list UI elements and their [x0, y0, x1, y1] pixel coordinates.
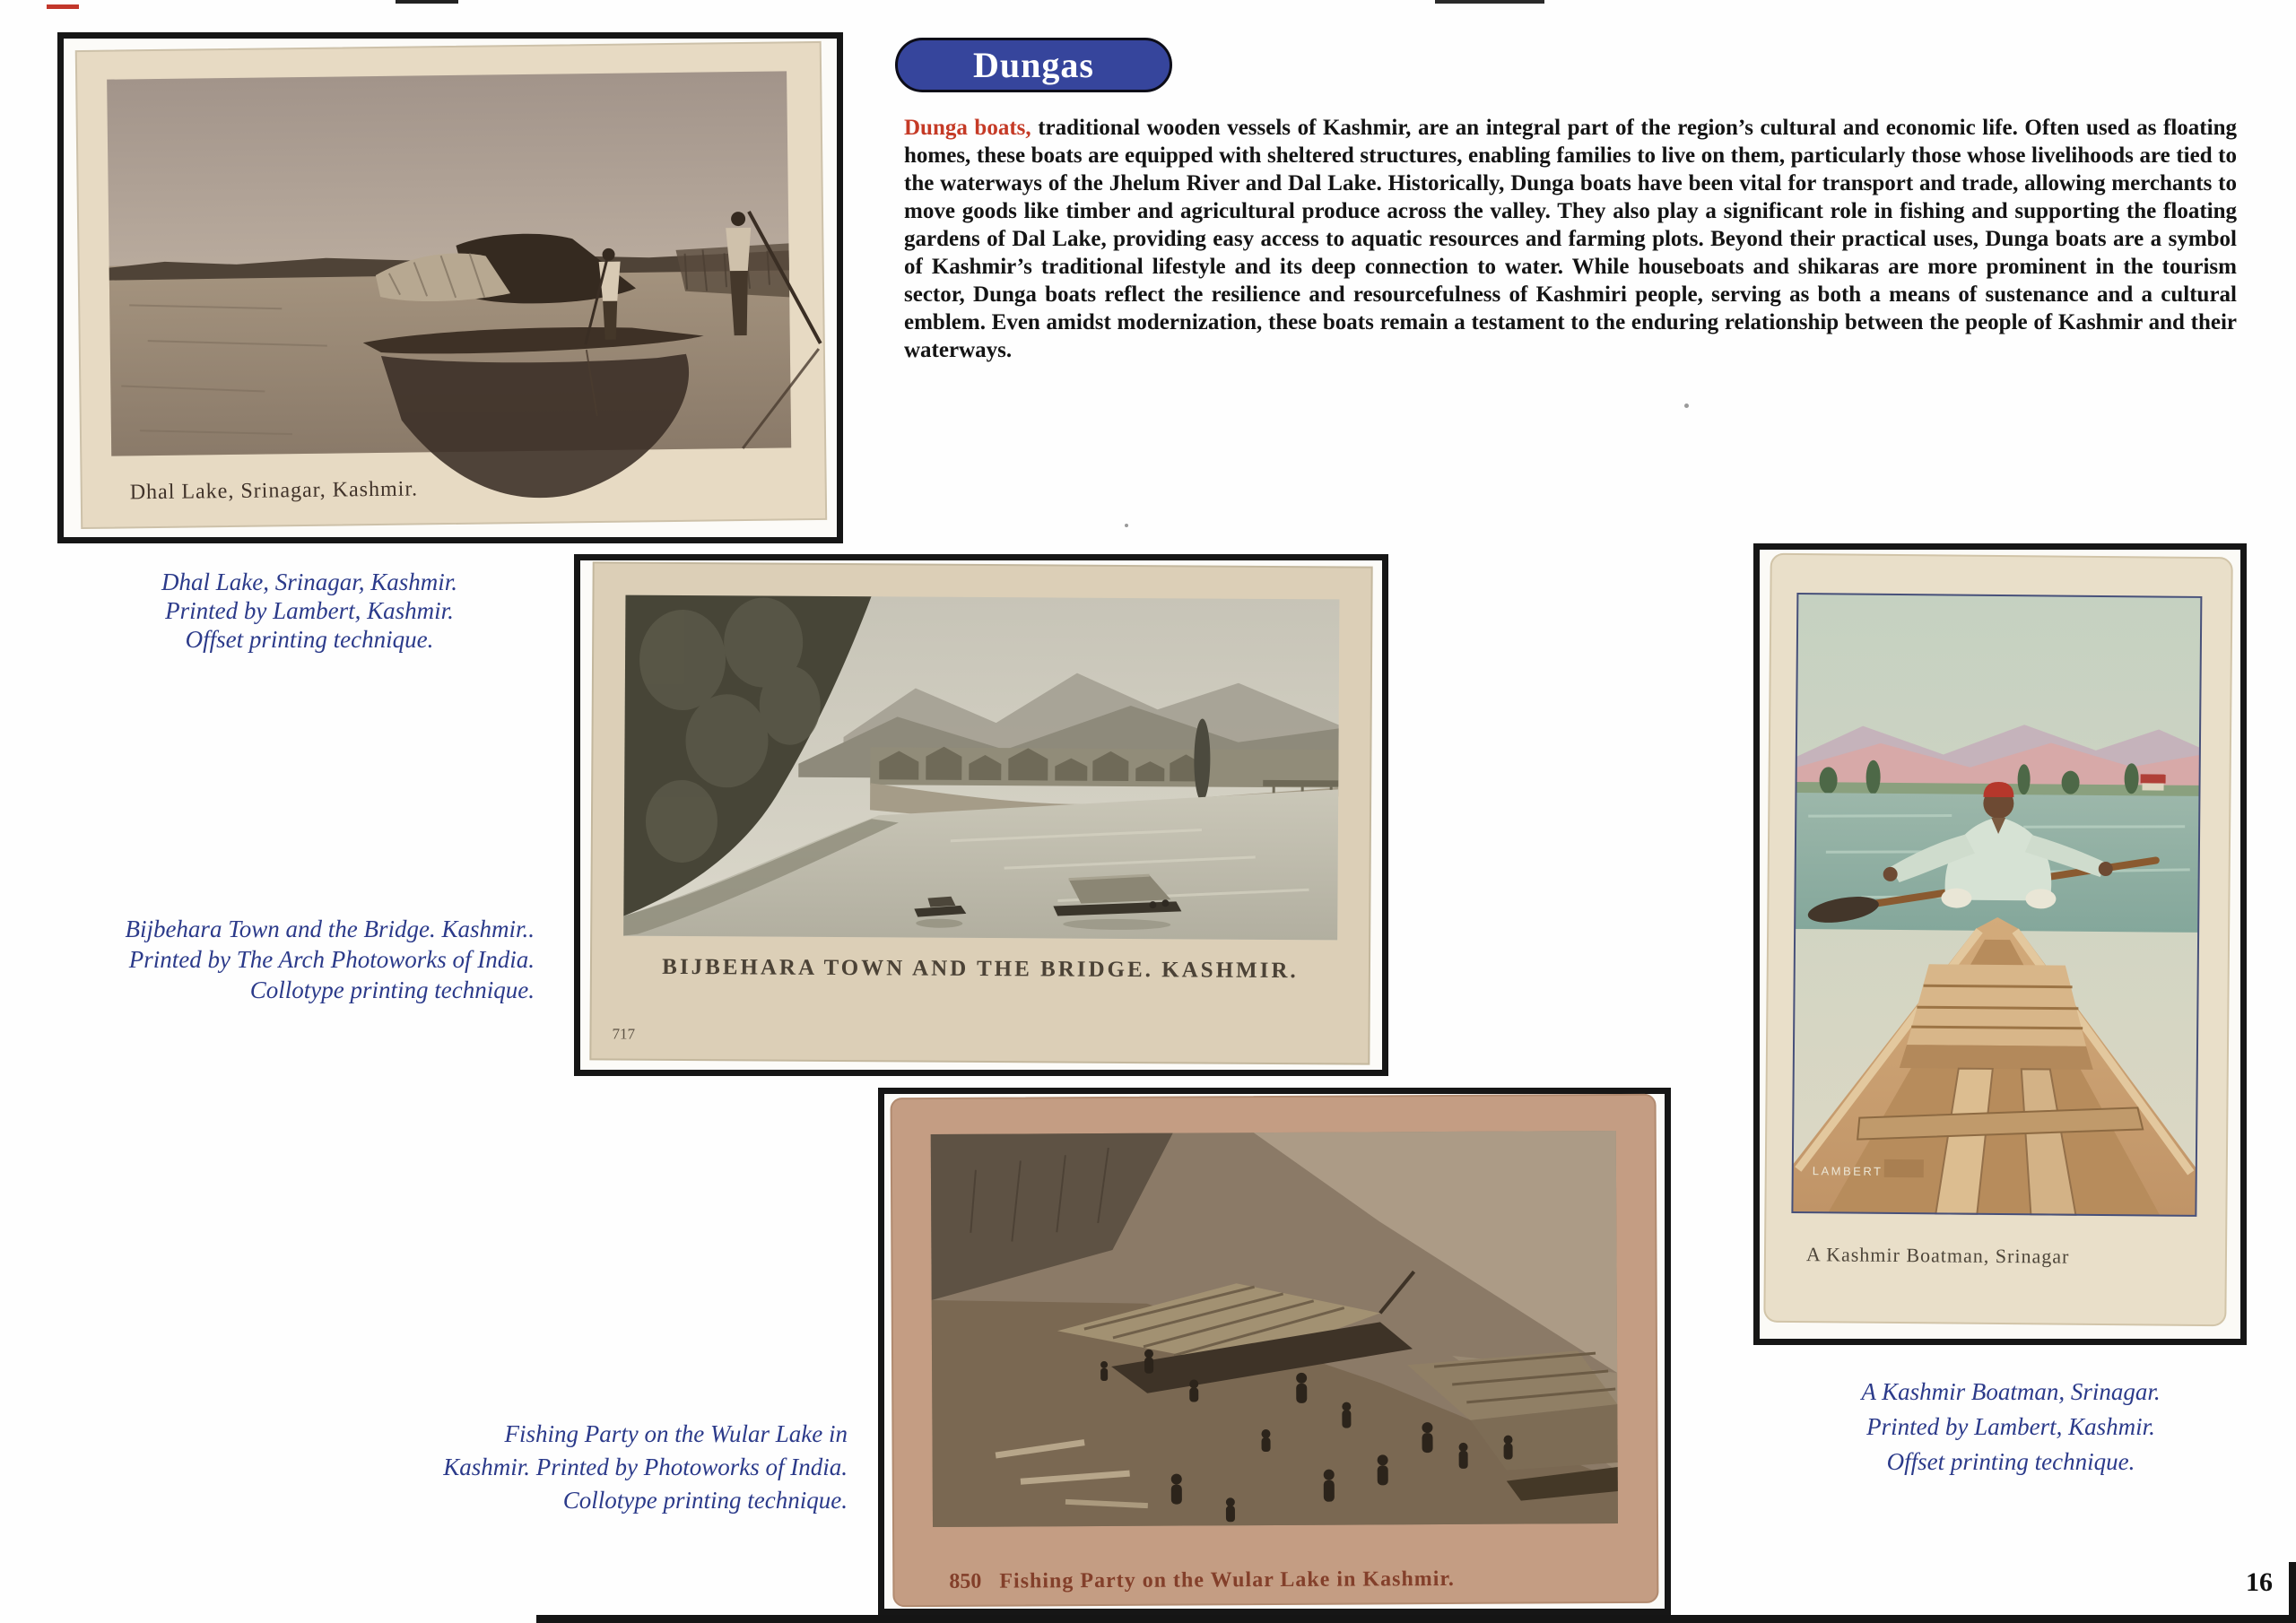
caption-line: Printed by Lambert, Kashmir.: [165, 597, 454, 624]
caption-line: Printed by The Arch Photoworks of India.: [128, 946, 535, 973]
postcard-photo-caption: BIJBEHARA TOWN AND THE BRIDGE. KASHMIR.: [662, 954, 1299, 984]
caption-line: Collotype printing technique.: [249, 976, 535, 1003]
dust-speck: [1125, 524, 1128, 527]
postcard-serial-number: 717: [612, 1025, 636, 1043]
postcard-dhal-lake-illustration: [57, 32, 843, 543]
page-number: 16: [2246, 1567, 2273, 1597]
dust-speck: [1684, 404, 1689, 408]
postcard-wular-illustration: [878, 1088, 1671, 1615]
caption-line: Offset printing technique.: [185, 626, 434, 653]
publisher-watermark: LAMBERT: [1812, 1164, 1883, 1178]
caption-dhal-lake: [63, 568, 556, 654]
intro-paragraph: [904, 114, 2237, 364]
caption-wular-fishing-party: [412, 1418, 848, 1517]
postcard-frame-bijbehara: [574, 554, 1388, 1076]
caption-kashmir-boatman: [1787, 1375, 2235, 1480]
postcard-frame-dhal-lake: [57, 32, 843, 543]
intro-body-text: traditional wooden vessels of Kashmir, are an integral part of the region’s cultural and economic life. Often used as floating homes, these boats are equipped with sheltered structures, enabling families to live on them, particularly those whose livelihoods are tied to the waterways of the Jhelum River and Dal Lake. Historically, Dunga boats have been vital for transport and trade, allowing merchants to move goods like timber and agricultural produce across the valley. They also play a significant role in fishing and supporting the floating gardens of Dal Lake, providing easy access to aquatic resources and farming plots. Beyond their practical uses, Dunga boats are a symbol of Kashmir’s traditional lifestyle and its deep connection to water. While houseboats and shikaras are more prominent in the tourism sector, Dunga boats reflect the resilience and resourcefulness of Kashmiri people, serving as both a means of sustenance and a cultural emblem. Even amidst modernization, these boats remain a testament to the enduring relationship between the people of Kashmir and their waterways.: [904, 116, 2237, 362]
postcard-photo-caption: A Kashmir Boatman, Srinagar: [1805, 1243, 2070, 1268]
scan-artifact-right-edge: [2289, 1562, 2296, 1623]
postcard-boatman-illustration: [1753, 543, 2247, 1345]
caption-line: Offset printing technique.: [1886, 1448, 2135, 1475]
caption-line: Dhal Lake, Srinagar, Kashmir.: [161, 568, 458, 595]
scan-artifact-bottom-edge: [536, 1615, 2296, 1623]
caption-line: Kashmir. Printed by Photoworks of India.: [443, 1454, 848, 1480]
scan-artifact-top-line-2: [1435, 0, 1544, 4]
section-title-badge: [895, 38, 1172, 92]
postcard-photo-caption: Fishing Party on the Wular Lake in Kashmir.: [999, 1567, 1455, 1593]
postcard-serial-number: 850: [949, 1569, 982, 1593]
intro-lead-phrase: Dunga boats,: [904, 116, 1031, 140]
caption-line: Bijbehara Town and the Bridge. Kashmir..: [125, 916, 535, 942]
postcard-frame-wular-fishing-party: [878, 1088, 1671, 1615]
postcard-photo-caption: Dhal Lake, Srinagar, Kashmir.: [129, 477, 419, 505]
section-title: Dungas: [973, 45, 1094, 85]
postcard-frame-kashmir-boatman: [1753, 543, 2247, 1345]
caption-line: Printed by Lambert, Kashmir.: [1866, 1413, 2155, 1440]
scan-artifact-red-mark: [47, 4, 79, 9]
caption-line: Collotype printing technique.: [562, 1487, 848, 1514]
caption-line: A Kashmir Boatman, Srinagar.: [1861, 1378, 2161, 1405]
scan-artifact-top-line: [396, 0, 458, 4]
postcard-bijbehara-illustration: [574, 554, 1388, 1076]
caption-line: Fishing Party on the Wular Lake in: [504, 1420, 848, 1447]
caption-bijbehara: [104, 914, 535, 1005]
